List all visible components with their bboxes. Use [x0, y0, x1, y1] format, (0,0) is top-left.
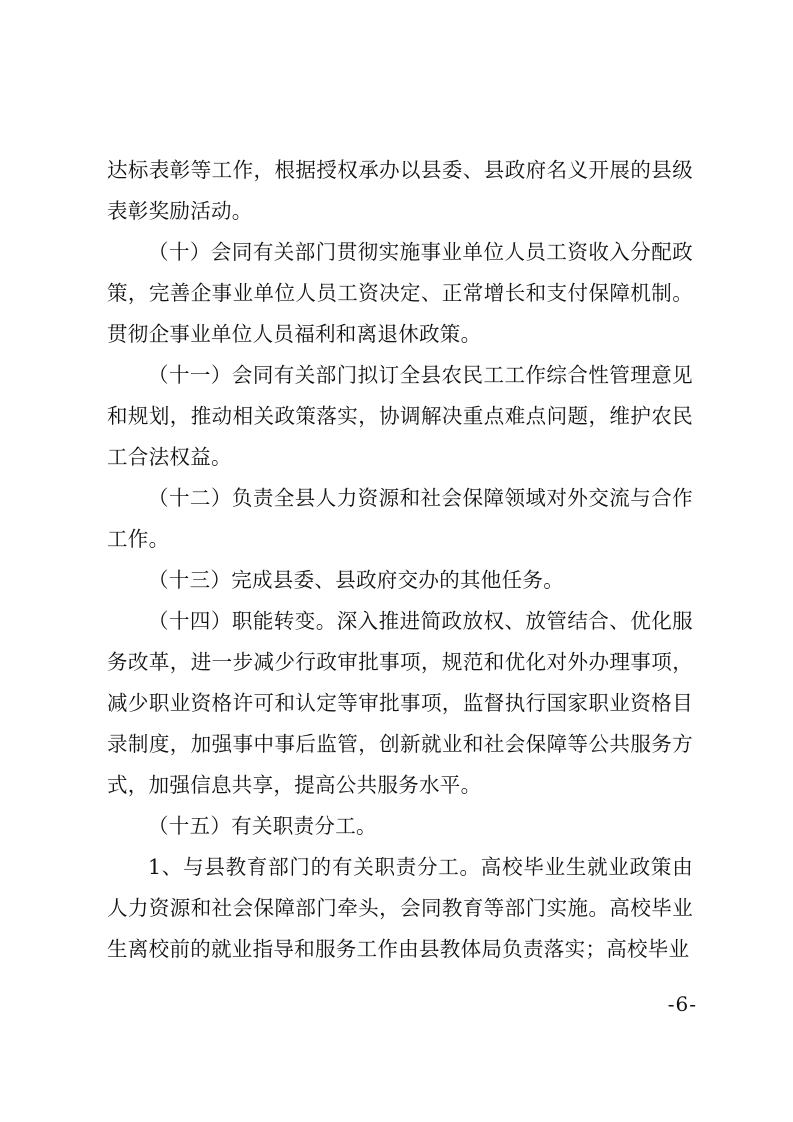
- paragraph-2: （十）会同有关部门贯彻实施事业单位人员工资收入分配政策，完善企事业单位人员工资决定、正常增长和支付保障机制。贯彻企事业单位人员福利和离退休政策。: [107, 240, 693, 346]
- paragraph-7: （十五）有关职责分工。: [148, 814, 377, 838]
- paragraph-6: （十四）职能转变。深入推进简政放权、放管结合、优化服务改革，进一步减少行政审批事项，规范和优化对外办理事项，减少职业资格许可和认定等审批事项，监督执行国家职业资格目录制度，加强事中事后监管，创新就业和社会保障等公共服务方式，加强信息共享，提高公共服务水平。: [107, 609, 693, 797]
- paragraph-1: 达标表彰等工作，根据授权承办以县委、县政府名义开展的县级表彰奖励活动。: [107, 158, 693, 223]
- paragraph-4: （十二）负责全县人力资源和社会保障领域对外交流与合作工作。: [107, 486, 693, 551]
- page-number: -6-: [667, 992, 697, 1016]
- document-body: [107, 150, 693, 970]
- paragraph-5: （十三）完成县委、县政府交办的其他任务。: [148, 568, 564, 592]
- paragraph-3: （十一）会同有关部门拟订全县农民工工作综合性管理意见和规划，推动相关政策落实，协调解决重点难点问题，维护农民工合法权益。: [107, 363, 693, 469]
- paragraph-8: 1、与县教育部门的有关职责分工。高校毕业生就业政策由人力资源和社会保障部门牵头，会同教育等部门实施。高校毕业生离校前的就业指导和服务工作由县教体局负责落实；高校毕业: [107, 855, 693, 961]
